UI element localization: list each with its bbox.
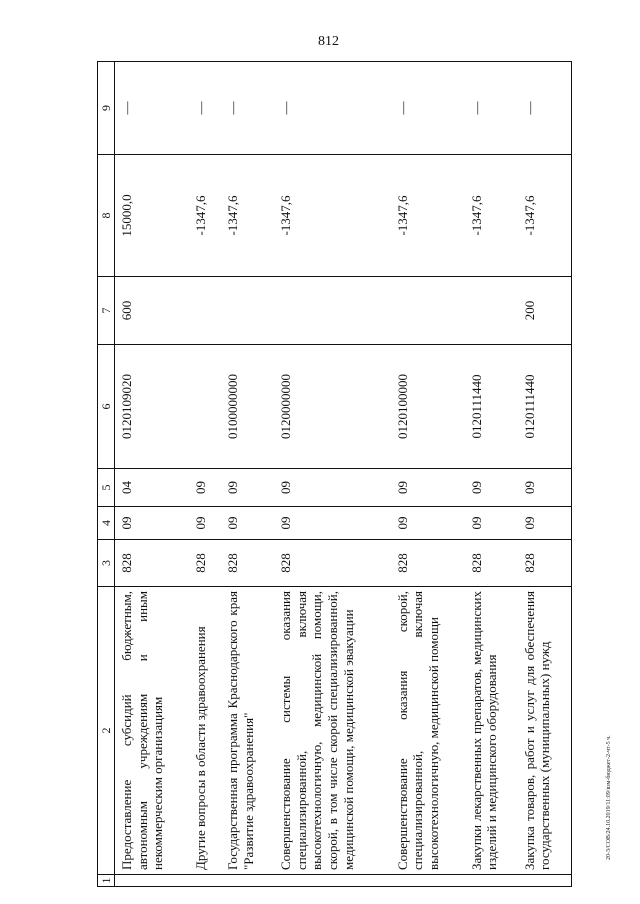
cell-col9: — [465,62,518,155]
cell-ministry: 828 [115,540,190,587]
cell-ministry: 828 [391,540,465,587]
cell-amount: -1347,6 [274,155,390,277]
cell-target-article [189,345,221,469]
cell-ministry: 828 [189,540,221,587]
table-row [465,62,518,887]
cell-subsection: 09 [465,469,518,507]
cell-expense-type [221,277,274,345]
cell-section: 09 [391,507,465,540]
cell-ministry: 828 [221,540,274,587]
col-header-5: 5 [98,469,115,507]
cell-name: Другие вопросы в области здравоохранения [189,587,221,875]
cell-amount: -1347,6 [391,155,465,277]
cell-amount: -1347,6 [465,155,518,277]
cell-expense-type: 600 [115,277,190,345]
budget-table [97,61,572,887]
table-row [518,62,572,887]
cell-amount: 15000,0 [115,155,190,277]
table-row [274,62,390,887]
cell-blank [465,875,518,887]
cell-subsection: 09 [189,469,221,507]
col-header-3: 3 [98,540,115,587]
table-row [391,62,465,887]
cell-section: 09 [518,507,572,540]
cell-blank [391,875,465,887]
cell-amount: -1347,6 [518,155,572,277]
cell-section: 09 [221,507,274,540]
rotated-table-container [97,62,572,887]
cell-target-article: 0120111440 [465,345,518,469]
cell-expense-type [189,277,221,345]
cell-blank [221,875,274,887]
cell-ministry: 828 [518,540,572,587]
cell-col9: — [274,62,390,155]
col-header-2: 2 [98,587,115,875]
cell-expense-type [391,277,465,345]
cell-name: Предоставление субсидий бюджетным, автономным учреждениям и иным некоммерческим организациям [115,587,190,875]
page-number: 812 [318,34,339,49]
cell-subsection: 09 [221,469,274,507]
cell-blank [115,875,190,887]
header-row [98,62,115,887]
cell-section: 09 [189,507,221,540]
cell-blank [518,875,572,887]
cell-target-article: 0120000000 [274,345,390,469]
cell-name: Государственная программа Краснодарского края "Развитие здравоохранения" [221,587,274,875]
cell-name: Закупка товаров, работ и услуг для обеспечения государственных (муниципальных) нужд [518,587,572,875]
cell-target-article: 0120100000 [391,345,465,469]
cell-name: Закупки лекарственных препаратов, медицинских изделий и медицинского оборудования [465,587,518,875]
cell-blank [274,875,390,887]
cell-section: 09 [115,507,190,540]
table-row [189,62,221,887]
cell-col9: — [518,62,572,155]
cell-name: Совершенствование оказания скорой, специализированной, включая высокотехнологичную, медицинской помощи [391,587,465,875]
cell-target-article: 0100000000 [221,345,274,469]
cell-target-article: 0120111440 [518,345,572,469]
cell-col9: — [189,62,221,155]
cell-amount: -1347,6 [189,155,221,277]
col-header-6: 6 [98,345,115,469]
cell-subsection: 09 [391,469,465,507]
cell-blank [189,875,221,887]
cell-expense-type [274,277,390,345]
col-header-1: 1 [98,875,115,887]
cell-ministry: 828 [274,540,390,587]
cell-col9: — [221,62,274,155]
col-header-4: 4 [98,507,115,540]
cell-amount: -1347,6 [221,155,274,277]
col-header-8: 8 [98,155,115,277]
document-footer-code: 20-3/СОВ/24.10.2019/11:09/взм-бюджет-2-чт-5 ч. [606,735,612,860]
cell-subsection: 09 [274,469,390,507]
cell-col9: — [115,62,190,155]
cell-subsection: 09 [518,469,572,507]
cell-section: 09 [274,507,390,540]
cell-expense-type: 200 [518,277,572,345]
col-header-9: 9 [98,62,115,155]
cell-expense-type [465,277,518,345]
cell-subsection: 04 [115,469,190,507]
cell-col9: — [391,62,465,155]
cell-section: 09 [465,507,518,540]
table-row [115,62,190,887]
cell-name: Совершенствование системы оказания специализированной, включая высокотехнологичную, медицинской помощи, скорой, в том числе скорой специализированной, медицинской помощи, медицинской эвакуации [274,587,390,875]
cell-ministry: 828 [465,540,518,587]
col-header-7: 7 [98,277,115,345]
table-row [221,62,274,887]
cell-target-article: 0120109020 [115,345,190,469]
